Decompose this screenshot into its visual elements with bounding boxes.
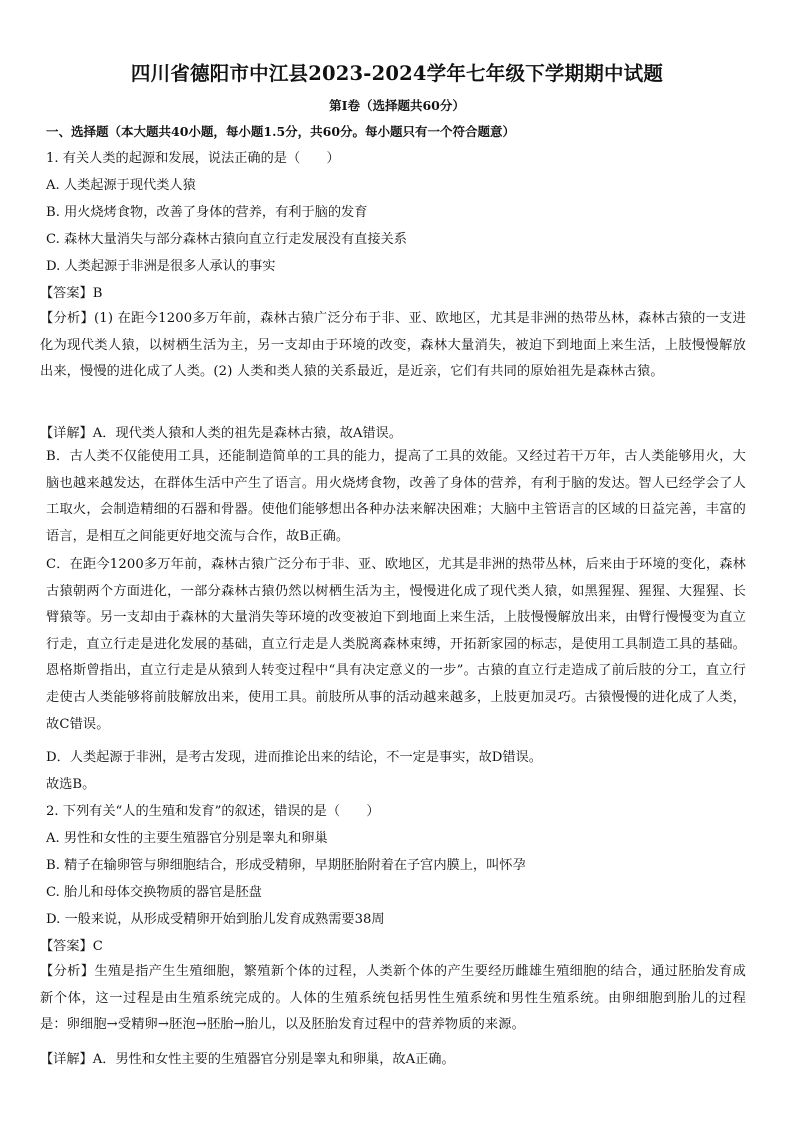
question-1-detail-d: D．人类起源于非洲，是考古发现，进而推论出来的结论，不一定是事实，故D错误。 bbox=[46, 750, 542, 765]
question-1-option-b: B. 用火烧烤食物，改善了身体的营养，有利于脑的发育 bbox=[46, 205, 368, 220]
question-1-analysis: 【分析】(1) 在距今1200多万年前，森林古猿广泛分布于非、亚、欧地区，尤其是非洲的热带丛林，森林古猿的一支进化为现代类人猿，以树栖生活为主，另一支却由于环境的改变，森林大量消失，被迫下到地面上来生活，上肢慢慢解放出来，慢慢的进化成了人类。(2) 人类和类人猿的关系最近，是近亲，它们有共同的原始祖先是森林古猿。 bbox=[40, 311, 746, 380]
question-2-detail-a: 【详解】A．男性和女性主要的生殖器官分别是睾丸和卵巢，故A正确。 bbox=[40, 1052, 455, 1067]
question-1-detail-b: B．古人类不仅能使用工具，还能制造简单的工具的能力，提高了工具的效能。又经过若干万年，古人类能够用火，大脑也越来越发达，在群体生活中产生了语言。用火烧烤食物，改善了身体的营养，有利于脑的发达。智人已经学会了人工取火，会制造精细的石器和骨器。使他们能够想出各种办法来解决困难；大脑中主管语言的区域的日益完善，丰富的语言，是相互之间能更好地交流与合作，故B正确。 bbox=[46, 449, 746, 544]
question-2-option-d: D. 一般来说，从形成受精卵开始到胎儿发育成熟需要38周 bbox=[46, 912, 385, 927]
question-1-answer: 【答案】B bbox=[40, 286, 103, 301]
question-2-answer: 【答案】C bbox=[40, 939, 103, 954]
question-2-option-a: A. 男性和女性的主要生殖器官分别是睾丸和卵巢 bbox=[46, 831, 328, 846]
question-1-detail-c: C．在距今1200多万年前，森林古猿广泛分布于非、亚、欧地区，尤其是非洲的热带丛林，后来由于环境的变化，森林古猿朝两个方面进化，一部分森林古猿仍然以树栖生活为主，慢慢进化成了现代类人猿，如黑猩猩、猩猩、大猩猩、长臂猿等。另一支却由于森林的大量消失等环境的改变被迫下到地面上来生活，上肢慢慢解放出来，由臂行慢慢变为直立行走，直立行走是进化发展的基础，直立行走是人类脱离森林束缚，开拓新家园的标志，是使用工具制造工具的基础。恩格斯曾指出，直立行走是从猿到人转变过程中“具有决定意义的一步”。古猿的直立行走造成了前后肢的分工，直立行走使古人类能够将前肢解放出来，使用工具。前肢所从事的活动越来越多，上肢更加灵巧。古猿慢慢的进化成了人类，故C错误。 bbox=[46, 557, 746, 732]
question-2-option-b: B. 精子在输卵管与卵细胞结合，形成受精卵，早期胚胎附着在子宫内膜上，叫怀孕 bbox=[46, 858, 526, 873]
question-2-analysis: 【分析】生殖是指产生生殖细胞，繁殖新个体的过程，人类新个体的产生要经历雌雄生殖细胞的结合，通过胚胎发育成新个体，这一过程是由生殖系统完成的。人体的生殖系统包括男性生殖系统和男性生殖系统。由卵细胞到胎儿的过程是：卵细胞→受精卵→胚泡→胚胎→胎儿，以及胚胎发育过程中的营养物质的来源。 bbox=[40, 964, 746, 1033]
question-1-option-d: D. 人类起源于非洲是很多人承认的事实 bbox=[46, 259, 276, 274]
question-2-option-c: C. 胎儿和母体交换物质的器官是胚盘 bbox=[46, 885, 262, 900]
paper-part-heading: 第Ⅰ卷（选择题共60分） bbox=[329, 98, 465, 113]
question-1-option-a: A. 人类起源于现代类人猿 bbox=[46, 178, 196, 193]
question-1-option-c: C. 森林大量消失与部分森林古猿向直立行走发展没有直接关系 bbox=[46, 232, 407, 247]
question-1-detail-a: 【详解】A．现代类人猿和人类的祖先是森林古猿，故A错误。 bbox=[40, 426, 402, 441]
section-heading: 一、选择题（本大题共40小题，每小题1.5分，共60分。每小题只有一个符合题意） bbox=[46, 124, 516, 139]
page-title: 四川省德阳市中江县2023-2024学年七年级下学期期中试题 bbox=[130, 62, 664, 85]
question-2-stem: 2. 下列有关“人的生殖和发育”的叙述，错误的是（ ） bbox=[46, 804, 380, 819]
question-1-conclusion: 故选B。 bbox=[46, 777, 96, 792]
question-1-stem: 1. 有关人类的起源和发展，说法正确的是（ ） bbox=[46, 151, 340, 166]
